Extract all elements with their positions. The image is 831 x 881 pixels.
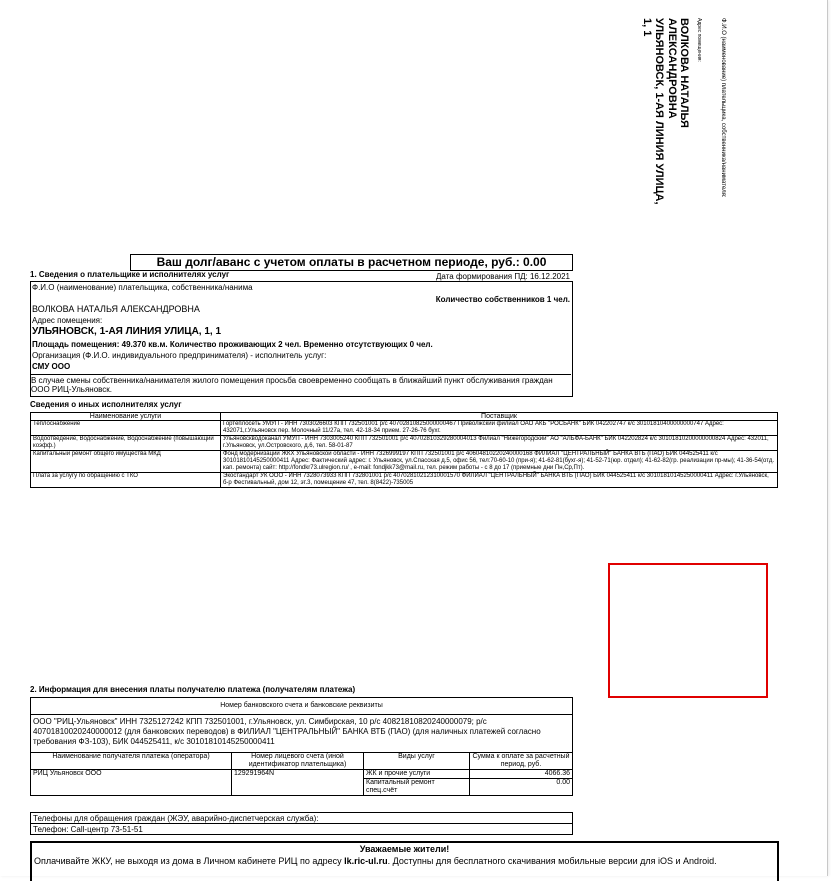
supplier-details: Фонд модернизации ЖКХ Ульяновской области - ИНН 7326999197 КПП 732501001 р/с 40604810220240000168 ФИЛИАЛ "ЦЕНТРАЛЬНЫЙ" БАНКА ВТБ (ПАО) БИК 044525411 к/с 30101810145250000411 Адрес: Фактический адрес: г. Ульяновск, ул.Спасская д.5, офис 56, тел:70-60-10 (при-я); 41-62-81(бухг-я); 41-52-71(юр. отдел); 41-62-82(гр. реализации пр-мы); 41-36-54(отд. кап. ремонта) сайт: http://fondkr73.ulregion.ru/ , e-mail: fondjkk73@mail.ru, тел. режим работы - с 8 до 17 (приемные дни Пн,Ср,Пт). — [221, 451, 778, 473]
service-item: Капитальный ремонт спец.счёт — [364, 779, 470, 796]
bank-header: Номер банковского счета и банковские реквизиты — [30, 697, 573, 715]
payer-caption: Ф.И.О (наименование) плательщика, собственника/нанима — [32, 283, 253, 292]
table-header-row — [31, 753, 573, 770]
supplier-details: Ульяновскводоканал УМУП - ИНН 7303005240 КПП 732501001 р/с 40702810329280004013 Филиал "Нижегородский" АО "АЛЬФА-БАНК" БИК 042202824 к/с 30101810200000000824 Адрес: 432011, г.Ульяновск, ул.Островского, д.6, тел. 58-01-87 — [221, 436, 778, 451]
service-name: Теплоснабжение — [31, 421, 221, 436]
section1-title: 1. Сведения о плательщике и исполнителях услуг — [30, 270, 230, 279]
supplier-details: Экостандарт УК ООО - ИНН 7328073933 КПП 732801001 р/с 40702810212310001570 ФИЛИАЛ "ЦЕНТРАЛЬНЫЙ" БАНКА ВТБ (ПАО) БИК 044525411 к/с 30101810145250000411 Адрес: г.Ульяновск, б-р Фестивальный, дом 12, эт.3, помещение 47, тел. 8(8422)-735005 — [221, 473, 778, 488]
service-sum: 4066.36 — [470, 770, 573, 779]
date-formed: Дата формирования ПД: 16.12.2021 — [436, 272, 570, 281]
service-name: Капитальный ремонт общего имущества МКД — [31, 451, 221, 473]
col-supplier: Поставщик — [221, 413, 778, 421]
payer-address: УЛЬЯНОВСК, 1-АЯ ЛИНИЯ УЛИЦА, 1, 1 — [32, 326, 222, 337]
table-row — [31, 770, 573, 779]
col-account: Номер лицевого счета (иной идентификатор плательщика) — [232, 753, 364, 770]
bank-details: ООО "РИЦ-Ульяновск" ИНН 7325127242 КПП 732501001, г.Ульяновск, ул. Симбирская, 10 р/с 40821810820240000079; р/с 40701810020240000012 (для банковских переводов) в ФИЛИАЛ "ЦЕНТРАЛЬНЫЙ" БАНКА ВТБ (ПАО) (для наличных платежей согласно требования ФЗ-103), БИК 044525411, к/с 30101810145250000411 — [30, 714, 573, 753]
address-caption: Адрес помещения: — [32, 316, 103, 325]
notice-prefix: Оплачивайте ЖКУ, не выходя из дома в Личном кабинете РИЦ по адресу — [34, 856, 345, 866]
change-owner-notice: В случае смены собственника/нанимателя жилого помещения просьба своевременно сообщать в ближайший пункт обслуживания граждан ООО РИЦ-Ульяновск. — [30, 374, 571, 395]
org-caption: Организация (Ф.И.О. индивидуального предпринимателя) - исполнитель услуг: — [32, 351, 327, 360]
table-row — [31, 473, 778, 488]
other-executors-title: Сведения о иных исполнителях услуг — [30, 400, 182, 409]
table-row — [31, 421, 778, 436]
col-sum: Сумма к оплате за расчетный период, руб. — [470, 753, 573, 770]
notice-text — [32, 855, 777, 867]
notice-suffix: . Доступны для бесплатного скачивания мобильные версии для iOS и Android. — [387, 856, 717, 866]
rotated-payer-caption: Ф.И.О (наименование) плательщика, собственника/нанимателя: — [720, 18, 726, 198]
rotated-payer-name: ВОЛКОВА НАТАЛЬЯ АЛЕКСАНДРОВНА — [666, 18, 690, 128]
payment-table — [30, 752, 573, 796]
other-executors-table — [30, 412, 778, 488]
area-info: Площадь помещения: 49.370 кв.м. Количество проживающих 2 чел. Временно отсутствующих 0 чел. — [32, 340, 433, 349]
table-row — [31, 451, 778, 473]
service-sum: 0.00 — [470, 779, 573, 796]
highlight-box — [608, 563, 768, 698]
notice-title: Уважаемые жители! — [359, 844, 450, 854]
section2-title: 2. Информация для внесения платы получателю платежа (получателям платежа) — [30, 685, 356, 694]
table-row — [31, 436, 778, 451]
account-number: 129291964N — [232, 770, 364, 796]
payer-name: ВОЛКОВА НАТАЛЬЯ АЛЕКСАНДРОВНА — [32, 304, 200, 314]
col-service: Наименование услуги — [31, 413, 221, 421]
supplier-details: Гортеплосеть УМУП - ИНН 7303026603 КПП 732501001 р/с 40702810825000000467 Приволжский филиал ОАО АКБ "РОСБАНК" БИК 042202747 к/с 30101810400000000747 Адрес: 432071,г.Ульяновск пер. Молочный 11/27а, тел. 42-18-34 прием. 27-26-76 бухг. — [221, 421, 778, 436]
cabinet-link[interactable]: lk.ric-ul.ru — [344, 856, 388, 866]
service-name: Водоотведение, Водоснабжение, Водоснабжение (повышающий коэфф.) — [31, 436, 221, 451]
rotated-address-caption: Адрес помещения: — [696, 18, 702, 62]
rotated-address: УЛЬЯНОВСК, 1-АЯ ЛИНИЯ УЛИЦА, 1, 1 — [641, 18, 665, 205]
debt-summary: Ваш долг/аванс с учетом оплаты в расчетном периоде, руб.: 0.00 — [130, 254, 573, 271]
service-item: ЖК и прочие услуги — [364, 770, 470, 779]
col-services: Виды услуг — [364, 753, 470, 770]
service-name: Плата за услугу по обращению с ТКО — [31, 473, 221, 488]
org-name: СМУ ООО — [32, 362, 71, 371]
residents-notice — [30, 841, 779, 881]
owners-count: Количество собственников 1 чел. — [435, 295, 570, 304]
col-recipient: Наименование получателя платежа (оператора) — [31, 753, 232, 770]
recipient-name: РИЦ Ульяновск ООО — [31, 770, 232, 796]
phones-caption: Телефоны для обращения граждан (ЖЭУ, аварийно-диспетчерская служба): — [30, 812, 573, 824]
table-header-row — [31, 413, 778, 421]
call-center-phone: Телефон: Call-центр 73-51-51 — [30, 823, 573, 835]
